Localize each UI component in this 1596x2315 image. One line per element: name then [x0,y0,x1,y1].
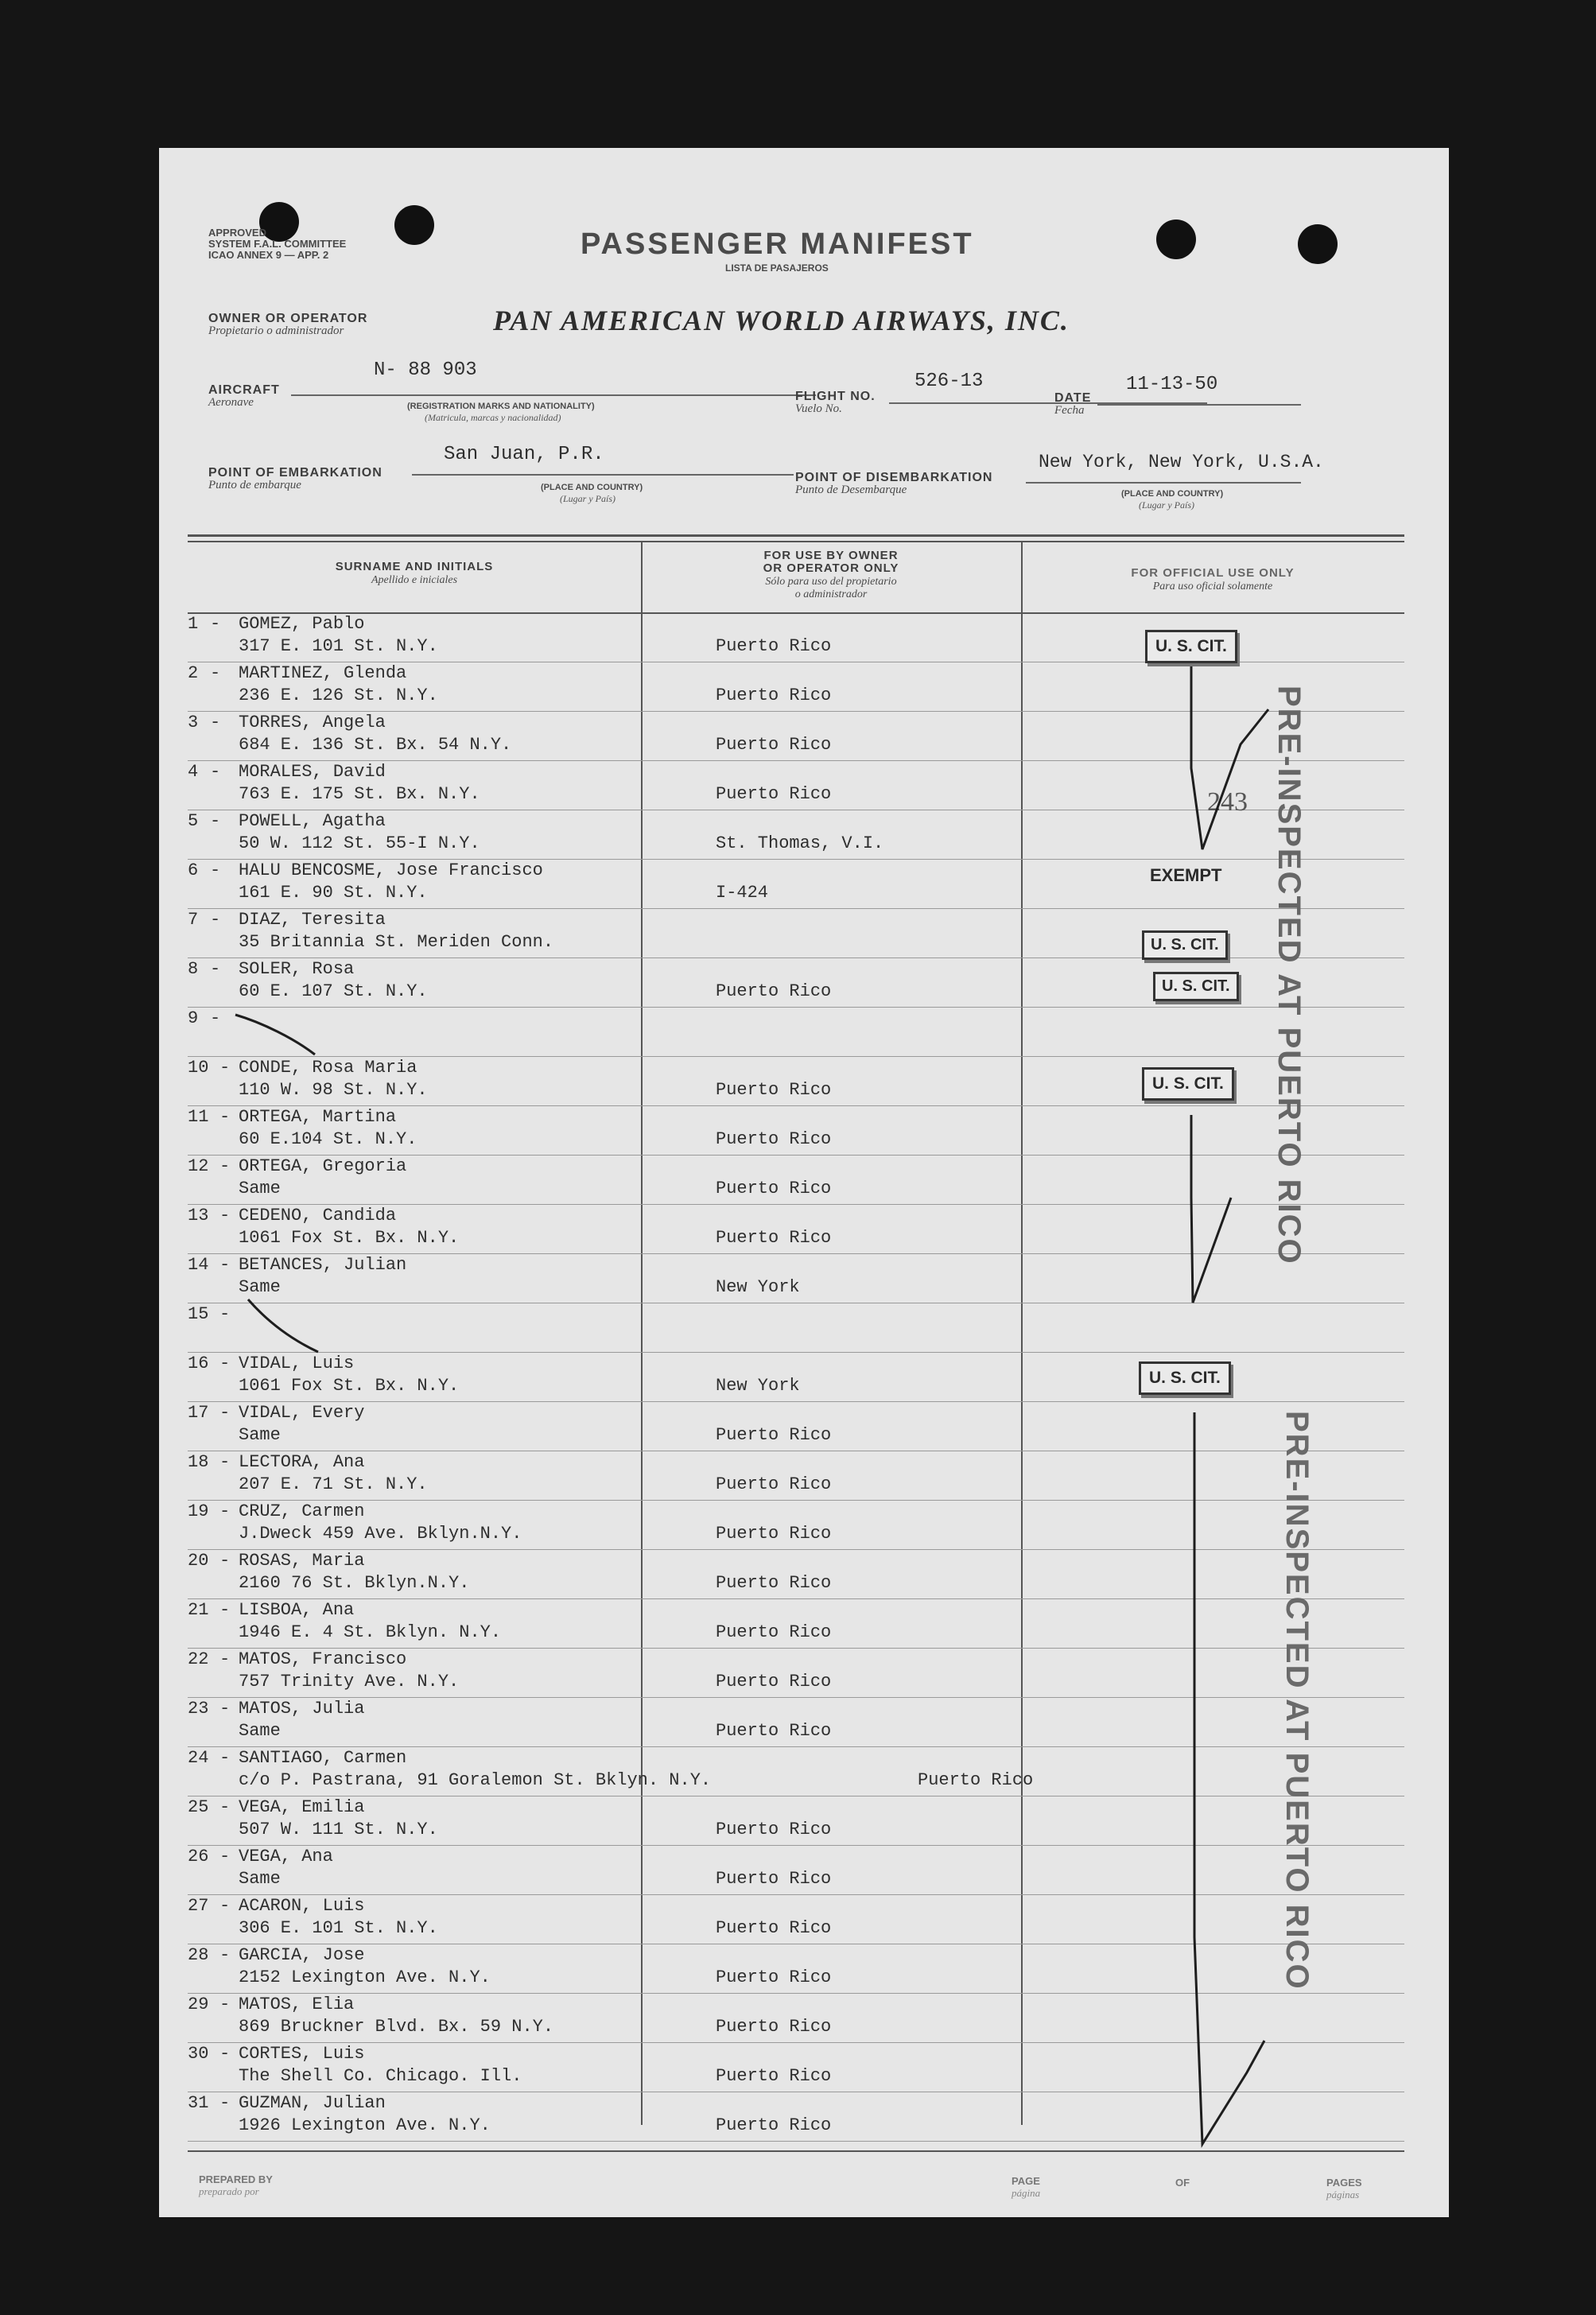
row-rule [188,1746,1404,1747]
row-number: 18 [188,1452,209,1472]
row-rule [188,1253,1404,1254]
embark-label: POINT OF EMBARKATION [208,466,382,480]
row-number: 9 [188,1008,199,1028]
row-rule [188,1598,1404,1599]
row-number-dash: - [210,811,221,831]
row-number-dash: - [219,2044,231,2064]
row-rule [188,1056,1404,1057]
row-number: 29 [188,1995,209,2014]
operator-note: Puerto Rico [716,1622,832,1642]
passenger-name: VIDAL, Every [239,1403,365,1423]
passenger-name: GOMEZ, Pablo [239,614,365,634]
row-number: 20 [188,1551,209,1571]
row-number-dash: - [210,614,221,634]
operator-note: Puerto Rico [716,1080,832,1100]
disembark-underline [1026,482,1301,484]
row-number-dash: - [219,1058,231,1078]
operator-note: Puerto Rico [716,686,832,705]
passenger-name: DIAZ, Teresita [239,910,386,930]
passenger-address: 35 Britannia St. Meriden Conn. [239,932,554,952]
page-title: PASSENGER MANIFEST [581,227,974,261]
row-rule [188,1352,1404,1353]
table-row [159,1206,1449,1255]
row-number: 5 [188,811,199,831]
passenger-name: CONDE, Rosa Maria [239,1058,417,1078]
table-row [159,1551,1449,1600]
operator-note: Puerto Rico [716,735,832,755]
preinspected-stamp: PRE-INSPECTED AT PUERTO RICO [1280,1411,1314,1991]
passenger-address: Same [239,1425,281,1445]
passenger-name: LECTORA, Ana [239,1452,365,1472]
aircraft-registration: N- 88 903 [374,359,477,381]
flight-number: 526-13 [914,371,984,392]
row-number-dash: - [219,1304,231,1324]
aircraft-label: AIRCRAFT [208,383,280,397]
row-rule [188,1105,1404,1106]
owner-label-es: Propietario o administrador [208,324,344,337]
row-number: 30 [188,2044,209,2064]
punch-hole [1298,224,1338,264]
embark-value: San Juan, P.R. [444,444,604,465]
date-label: DATE [1054,391,1092,405]
table-row [159,959,1449,1008]
row-number-dash: - [219,1995,231,2014]
disembark-label: POINT OF DISEMBARKATION [795,471,993,484]
date-underline [1097,404,1301,406]
col2-header-1: FOR USE BY OWNER [763,549,899,562]
passenger-address: Same [239,1869,281,1889]
passenger-name: VIDAL, Luis [239,1354,355,1373]
row-number: 8 [188,959,199,979]
row-number: 6 [188,860,199,880]
table-row [159,1354,1449,1403]
operator-note: New York [716,1376,800,1396]
disembark-value: New York, New York, U.S.A. [1039,452,1324,472]
table-row [159,2093,1449,2142]
passenger-address: Same [239,1721,281,1741]
row-rule [188,859,1404,860]
flight-label: FLIGHT NO. [795,390,876,403]
operator-note: I-424 [716,883,769,903]
row-number-dash: - [210,1008,221,1028]
passenger-name: MORALES, David [239,762,386,782]
passenger-address: 161 E. 90 St. N.Y. [239,883,428,903]
table-row [159,1847,1449,1896]
passenger-address: 869 Bruckner Blvd. Bx. 59 N.Y. [239,2017,554,2037]
passenger-address: 207 E. 71 St. N.Y. [239,1474,428,1494]
row-number-dash: - [219,1107,231,1127]
row-number: 23 [188,1699,209,1719]
operator-note: Puerto Rico [716,2066,832,2086]
row-rule [188,1845,1404,1846]
row-rule [188,1204,1404,1205]
table-row [159,1008,1449,1058]
passenger-name: ORTEGA, Gregoria [239,1156,407,1176]
row-number: 14 [188,1255,209,1275]
passenger-address: 757 Trinity Ave. N.Y. [239,1672,460,1692]
row-number-dash: - [219,1847,231,1866]
row-rule [188,1648,1404,1649]
table-top-rule [188,534,1404,537]
passenger-name: POWELL, Agatha [239,811,386,831]
table-row [159,860,1449,910]
row-rule [188,1155,1404,1156]
passenger-name: CORTES, Luis [239,2044,365,2064]
passenger-name: MATOS, Julia [239,1699,365,1719]
prepared-label-es: preparado por [199,2185,259,2197]
table-row [159,1058,1449,1107]
passenger-address: 1926 Lexington Ave. N.Y. [239,2115,491,2135]
of-label: OF [1175,2177,1190,2189]
aircraft-sub-es: (Matricula, marcas y nacionalidad) [425,412,561,423]
row-number-dash: - [219,1896,231,1916]
row-number: 27 [188,1896,209,1916]
operator-note: Puerto Rico [918,1770,1034,1790]
row-number-dash: - [219,1206,231,1225]
row-rule [188,908,1404,909]
table-row [159,1896,1449,1945]
passenger-name: LISBOA, Ana [239,1600,355,1620]
passenger-name: GUZMAN, Julian [239,2093,386,2113]
col3-header: FOR OFFICIAL USE ONLY [1131,566,1295,580]
row-number-dash: - [219,1255,231,1275]
table-top-rule-2 [188,541,1404,542]
row-number: 12 [188,1156,209,1176]
page-label: PAGE [1012,2175,1040,2187]
table-row [159,811,1449,860]
row-number-dash: - [219,1354,231,1373]
row-rule [188,1500,1404,1501]
passenger-name: SANTIAGO, Carmen [239,1748,407,1768]
table-row [159,1748,1449,1797]
pages-label-es: páginas [1326,2189,1360,2200]
col2-header-es1: Sólo para uso del propietario [765,576,897,588]
embark-sub-es: (Lugar y País) [560,493,615,504]
table-row [159,762,1449,811]
operator-note: Puerto Rico [716,2017,832,2037]
passenger-address: 507 W. 111 St. N.Y. [239,1820,438,1839]
row-number: 17 [188,1403,209,1423]
approval-line-1: APPROVED [208,227,266,239]
table-row [159,713,1449,762]
aircraft-label-es: Aeronave [208,396,254,409]
row-number: 11 [188,1107,209,1127]
table-row [159,1797,1449,1847]
col3-header-es: Para uso oficial solamente [1152,581,1273,592]
row-number: 16 [188,1354,209,1373]
row-number-dash: - [210,959,221,979]
row-number-dash: - [219,1452,231,1472]
row-number-dash: - [210,762,221,782]
row-number: 1 [188,614,199,634]
passenger-address: 60 E. 107 St. N.Y. [239,981,428,1001]
passenger-address: 763 E. 175 St. Bx. N.Y. [239,784,480,804]
passenger-name: TORRES, Angela [239,713,386,732]
passenger-address: J.Dweck 459 Ave. Bklyn.N.Y. [239,1524,522,1544]
operator-note: St. Thomas, V.I. [716,833,884,853]
operator-note: Puerto Rico [716,1573,832,1593]
row-number: 15 [188,1304,209,1324]
manifest-page [159,148,1449,2217]
punch-hole [1156,219,1196,259]
passenger-name: ORTEGA, Martina [239,1107,397,1127]
passenger-name: ROSAS, Maria [239,1551,365,1571]
table-row [159,910,1449,959]
row-rule [188,760,1404,761]
row-rule [188,1401,1404,1402]
passenger-address: 50 W. 112 St. 55-I N.Y. [239,833,480,853]
table-row [159,663,1449,713]
passenger-address: 1946 E. 4 St. Bklyn. N.Y. [239,1622,502,1642]
passenger-address: 1061 Fox St. Bx. N.Y. [239,1228,460,1248]
row-number: 7 [188,910,199,930]
operator-note: Puerto Rico [716,1179,832,1198]
operator-note: Puerto Rico [716,1820,832,1839]
row-number-dash: - [219,1945,231,1965]
aircraft-underline [291,394,816,396]
approval-line-3: ICAO ANNEX 9 — APP. 2 [208,249,329,261]
exempt-stamp: EXEMPT [1150,865,1222,885]
passenger-name: MATOS, Francisco [239,1649,407,1669]
disembark-label-es: Punto de Desembarque [795,484,907,496]
passenger-address: 2152 Lexington Ave. N.Y. [239,1967,491,1987]
row-number: 31 [188,2093,209,2113]
table-row [159,1255,1449,1304]
pages-label: PAGES [1326,2177,1362,2189]
us-citizen-stamp: U. S. CIT. [1142,930,1228,960]
col1-header-es: Apellido e iniciales [371,574,458,586]
row-number-dash: - [219,1501,231,1521]
operator-note: Puerto Rico [716,1672,832,1692]
table-row [159,614,1449,663]
row-number-dash: - [210,663,221,683]
row-number-dash: - [219,1748,231,1768]
operator-note: Puerto Rico [716,1524,832,1544]
passenger-name: BETANCES, Julian [239,1255,407,1275]
row-number-dash: - [219,1797,231,1817]
passenger-address: 2160 76 St. Bklyn.N.Y. [239,1573,470,1593]
row-number-dash: - [210,910,221,930]
row-number-dash: - [219,1649,231,1669]
row-number: 2 [188,663,199,683]
row-rule [188,1549,1404,1550]
row-number: 13 [188,1206,209,1225]
row-rule [188,2042,1404,2043]
row-number: 24 [188,1748,209,1768]
page-subtitle: LISTA DE PASAJEROS [725,262,829,274]
table-row [159,1501,1449,1551]
row-rule [188,711,1404,712]
row-number-dash: - [219,1600,231,1620]
row-number-dash: - [219,2093,231,2113]
embark-underline [412,474,794,476]
approval-line-2: SYSTEM F.A.L. COMMITTEE [208,238,347,250]
passenger-address: 684 E. 136 St. Bx. 54 N.Y. [239,735,512,755]
embark-label-es: Punto de embarque [208,479,301,491]
operator-note: Puerto Rico [716,1869,832,1889]
footer-rule [188,2150,1404,2152]
table-row [159,1649,1449,1699]
preinspected-stamp: PRE-INSPECTED AT PUERTO RICO [1272,686,1307,1265]
passenger-address: 317 E. 101 St. N.Y. [239,636,438,656]
row-number-dash: - [210,860,221,880]
table-row [159,1600,1449,1649]
operator-note: Puerto Rico [716,1129,832,1149]
passenger-name: SOLER, Rosa [239,959,355,979]
operator-note: Puerto Rico [716,981,832,1001]
passenger-name: GARCIA, Jose [239,1945,365,1965]
passenger-address: 1061 Fox St. Bx. N.Y. [239,1376,460,1396]
passenger-address: Same [239,1179,281,1198]
row-number: 25 [188,1797,209,1817]
passenger-name: CRUZ, Carmen [239,1501,365,1521]
row-number: 4 [188,762,199,782]
row-rule [188,1697,1404,1698]
page-label-es: página [1012,2187,1041,2199]
passenger-address: 236 E. 126 St. N.Y. [239,686,438,705]
flight-label-es: Vuelo No. [795,402,842,415]
passenger-address: c/o P. Pastrana, 91 Goralemon St. Bklyn. N.Y. [239,1770,712,1790]
row-number-dash: - [219,1699,231,1719]
disembark-sub-es: (Lugar y País) [1139,499,1194,511]
us-citizen-stamp: U. S. CIT. [1153,972,1239,1001]
table-row [159,1156,1449,1206]
flight-date: 11-13-50 [1126,374,1218,395]
date-label-es: Fecha [1054,404,1085,417]
passenger-name: MARTINEZ, Glenda [239,663,407,683]
exempt-number: 243 [1207,787,1248,817]
operator-note: Puerto Rico [716,1228,832,1248]
table-row [159,1107,1449,1156]
row-number-dash: - [210,713,221,732]
row-number: 22 [188,1649,209,1669]
table-row [159,1945,1449,1995]
table-row [159,1452,1449,1501]
passenger-address: 306 E. 101 St. N.Y. [239,1918,438,1938]
passenger-name: VEGA, Ana [239,1847,333,1866]
passenger-address: 60 E.104 St. N.Y. [239,1129,417,1149]
table-row [159,1304,1449,1354]
table-row [159,2044,1449,2093]
prepared-label: PREPARED BY [199,2173,273,2185]
row-rule [188,1007,1404,1008]
punch-hole [394,205,434,245]
col2-header-es2: o administrador [794,588,868,600]
table-row [159,1995,1449,2044]
aircraft-sub: (REGISTRATION MARKS AND NATIONALITY) [407,402,595,411]
row-number: 28 [188,1945,209,1965]
passenger-name: VEGA, Emilia [239,1797,365,1817]
passenger-address: 110 W. 98 St. N.Y. [239,1080,428,1100]
embark-sub: (PLACE AND COUNTRY) [541,483,643,492]
us-citizen-stamp: U. S. CIT. [1145,630,1237,663]
passenger-name: MATOS, Elia [239,1995,355,2014]
operator-note: Puerto Rico [716,2115,832,2135]
table-row [159,1699,1449,1748]
operator-note: Puerto Rico [716,1918,832,1938]
row-rule [188,1993,1404,1994]
row-rule [188,1894,1404,1895]
operator-note: Puerto Rico [716,1425,832,1445]
us-citizen-stamp: U. S. CIT. [1139,1361,1231,1395]
row-number: 3 [188,713,199,732]
row-number: 21 [188,1600,209,1620]
operator-note: Puerto Rico [716,1474,832,1494]
operator-note: Puerto Rico [716,1967,832,1987]
operator-note: Puerto Rico [716,784,832,804]
passenger-name: HALU BENCOSME, Jose Francisco [239,860,543,880]
owner-label: OWNER OR OPERATOR [208,312,368,325]
passenger-name: ACARON, Luis [239,1896,365,1916]
row-number-dash: - [219,1156,231,1176]
operator-note: Puerto Rico [716,1721,832,1741]
passenger-name: CEDENO, Candida [239,1206,397,1225]
row-number-dash: - [219,1551,231,1571]
row-number-dash: - [219,1403,231,1423]
passenger-address: The Shell Co. Chicago. Ill. [239,2066,522,2086]
row-rule [188,2141,1404,2142]
row-number: 19 [188,1501,209,1521]
passenger-address: Same [239,1277,281,1297]
table-row [159,1403,1449,1452]
operator-name: PAN AMERICAN WORLD AIRWAYS, INC. [493,305,1070,336]
row-number: 10 [188,1058,209,1078]
operator-note: Puerto Rico [716,636,832,656]
disembark-sub: (PLACE AND COUNTRY) [1121,489,1224,499]
col2-header-2: OR OPERATOR ONLY [763,561,899,575]
col1-header: SURNAME AND INITIALS [335,560,494,573]
us-citizen-stamp: U. S. CIT. [1142,1067,1234,1101]
row-number: 26 [188,1847,209,1866]
operator-note: New York [716,1277,800,1297]
